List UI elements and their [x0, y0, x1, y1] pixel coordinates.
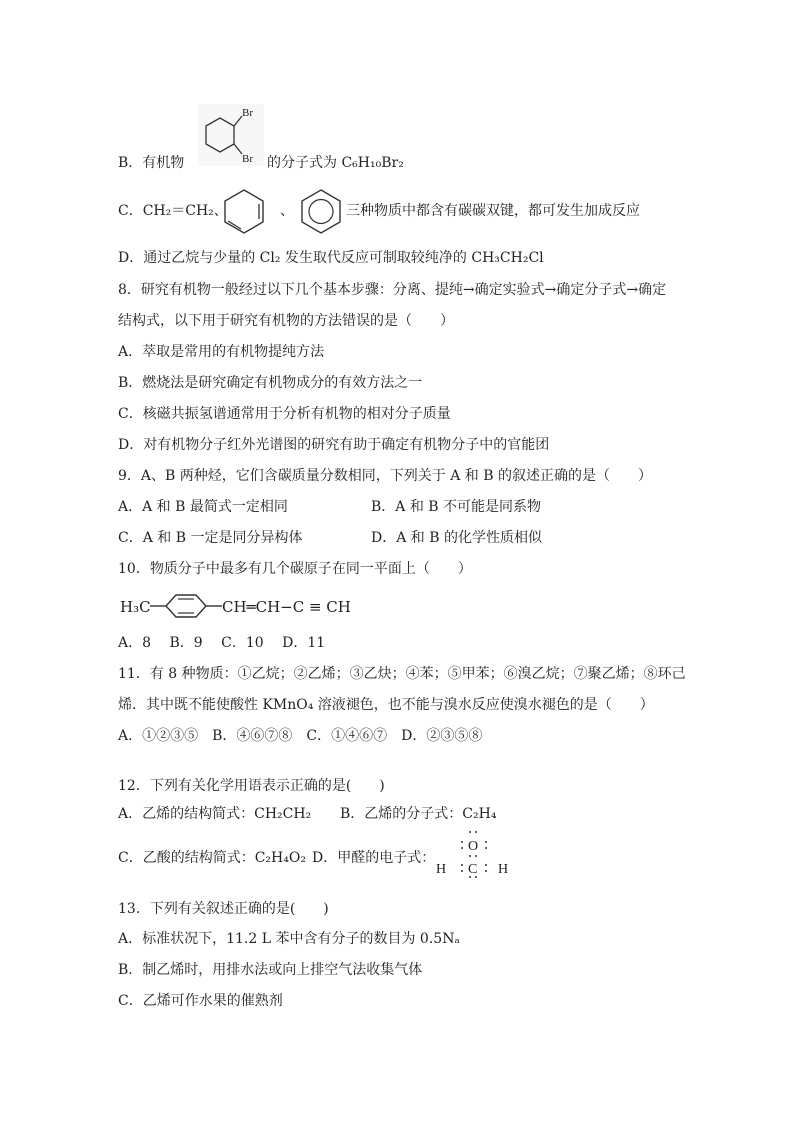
- q10-methyl-label: H₃C: [120, 598, 151, 616]
- q7-option-c-suffix: 三种物质中都含有碳碳双键，都可发生加成反应: [346, 203, 640, 219]
- q12-option-d: D．甲醛的电子式：: [312, 850, 436, 866]
- q9-option-c: C．A 和 B 一定是同分异构体: [118, 530, 303, 546]
- q7-option-b-prefix: B．有机物: [118, 155, 185, 171]
- q8-stem-line1: 8．研究有机物一般经过以下几个基本步骤：分离、提纯→确定实验式→确定分子式→确定: [118, 282, 667, 298]
- q13-option-b: B．制乙烯时，用排水法或向上排空气法收集气体: [118, 962, 423, 978]
- q13-option-c: C．乙烯可作水果的催熟剂: [118, 993, 283, 1009]
- ed-carbon: C: [468, 862, 478, 877]
- q11-options: A．①②③⑤ B．④⑥⑦⑧ C．①④⑥⑦ D．②③⑤⑧: [118, 728, 483, 744]
- q7-option-d: D．通过乙烷与少量的 Cl₂ 发生取代反应可制取较纯净的 CH₃CH₂Cl: [118, 250, 544, 266]
- formaldehyde-electron-formula: [432, 828, 516, 880]
- q11-stem-line1: 11．有 8 种物质：①乙烷；②乙烯；③乙炔；④苯；⑤甲苯；⑥溴乙烷；⑦聚乙烯；⑧环己: [118, 666, 686, 682]
- q8-option-a: A．萃取是常用的有机物提纯方法: [118, 344, 325, 360]
- q10-options: A．8 B．9 C．10 D．11: [118, 635, 326, 651]
- cyclohexadiene-structure: [219, 186, 269, 236]
- q8-stem-line2: 结构式，以下用于研究有机物的方法错误的是（ ）: [118, 313, 454, 329]
- q12-option-b: B．乙烯的分子式：C₂H₄: [340, 806, 497, 822]
- br-label-1: Br: [242, 107, 253, 119]
- dibromocyclohexane-structure: [198, 104, 264, 166]
- q10-chain-label: CH═CH−C ≡ CH: [222, 598, 351, 616]
- q9-stem: 9．A、B 两种烃，它们含碳质量分数相同，下列关于 A 和 B 的叙述正确的是（ ）: [118, 468, 652, 484]
- q9-option-b: B．A 和 B 不可能是同系物: [371, 499, 542, 515]
- q10-benzene-ring: [150, 591, 230, 621]
- ed-oxygen: O: [468, 839, 479, 854]
- q12-option-a: A．乙烯的结构简式：CH₂CH₂: [118, 806, 312, 822]
- q8-option-c: C．核磁共振氢谱通常用于分析有机物的相对分子质量: [118, 406, 451, 422]
- q10-stem: 10．物质分子中最多有几个碳原子在同一平面上（ ）: [118, 561, 472, 577]
- br-label-2: Br: [242, 153, 253, 165]
- ed-hydrogen-right: H: [498, 862, 509, 877]
- q13-option-a: A．标准状况下，11.2 L 苯中含有分子的数目为 0.5Nₐ: [118, 931, 460, 947]
- q8-option-d: D．对有机物分子红外光谱图的研究有助于确定有机物分子中的官能团: [118, 437, 550, 453]
- q11-stem-line2: 烯．其中既不能使酸性 KMnO₄ 溶液褪色，也不能与溴水反应使溴水褪色的是（ ）: [118, 697, 654, 713]
- q12-stem: 12．下列有关化学用语表示正确的是( ): [118, 778, 385, 794]
- ed-hydrogen-left: H: [436, 862, 447, 877]
- q13-stem: 13．下列有关叙述正确的是( ): [118, 901, 329, 917]
- q7-option-c-prefix: C．CH₂＝CH₂、: [118, 203, 228, 219]
- benzene-structure: [296, 186, 346, 236]
- q8-option-b: B．燃烧法是研究确定有机物成分的有效方法之一: [118, 375, 423, 391]
- q9-option-d: D．A 和 B 的化学性质相似: [371, 530, 542, 546]
- q7-option-c-separator: 、: [280, 203, 294, 219]
- q9-option-a: A．A 和 B 最简式一定相同: [118, 499, 288, 515]
- q7-option-b-suffix: 的分子式为 C₆H₁₀Br₂: [267, 155, 404, 171]
- q12-option-c: C．乙酸的结构简式：C₂H₄O₂: [118, 850, 306, 866]
